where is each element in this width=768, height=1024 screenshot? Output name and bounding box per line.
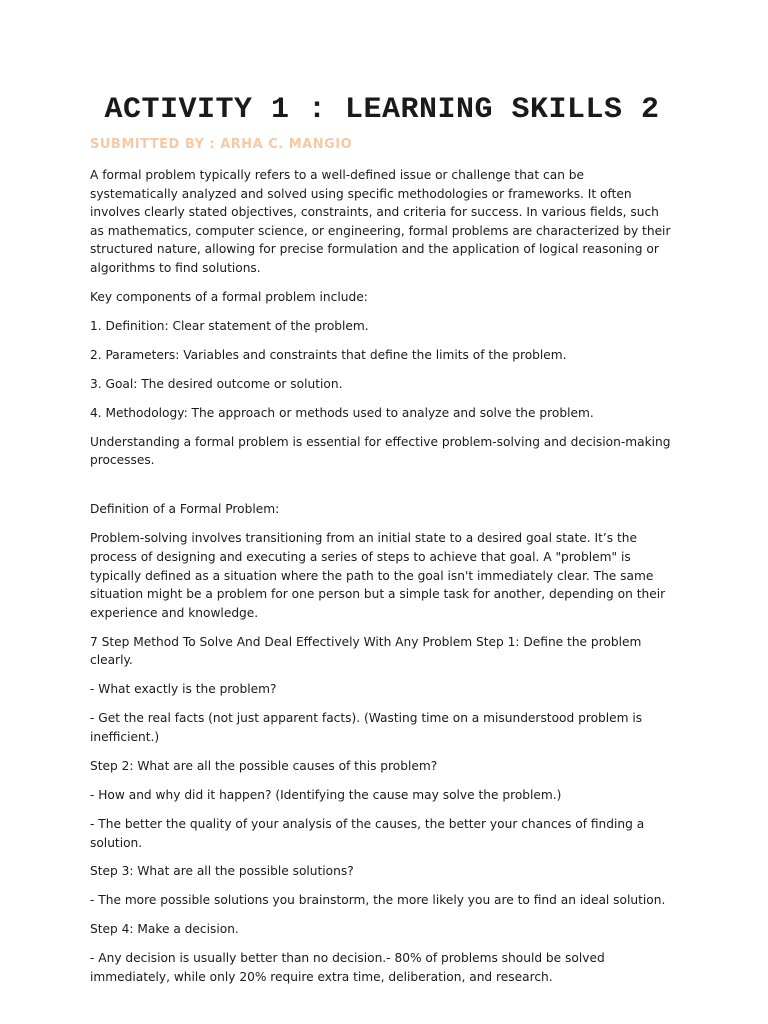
step-3-heading: Step 3: What are all the possible solutions? — [90, 864, 354, 879]
list-item-goal: 3. Goal: The desired outcome or solution. — [90, 376, 343, 391]
blank-line — [90, 480, 674, 500]
list-item-parameters: 2. Parameters: Variables and constraints that define the limits of the problem. — [90, 347, 567, 362]
list-item-methodology: 4. Methodology: The approach or methods used to analyze and solve the problem. — [90, 405, 594, 420]
section-heading-definition: Definition of a Formal Problem: — [90, 502, 280, 517]
paragraph-key-components: Key components of a formal problem include: — [90, 289, 368, 304]
paragraph-seven-step: 7 Step Method To Solve And Deal Effectively With Any Problem Step 1: Define the problem clearly. — [90, 634, 642, 668]
bullet-what-problem: - What exactly is the problem? — [90, 682, 277, 697]
paragraph-problem-solving: Problem-solving involves transitioning from an initial state to a desired goal state. It’s the process of designing and executing a series of steps to achieve that goal. A "problem" is typically defined as a situation where the path to the goal isn't immediately clear. The same situation might be a problem for one person but a simple task for another, depending on their experience and knowledge. — [90, 531, 666, 620]
paragraph-understanding: Understanding a formal problem is essential for effective problem-solving and decision-making processes. — [90, 434, 671, 468]
bullet-real-facts: - Get the real facts (not just apparent facts). (Wasting time on a misunderstood problem is inefficient.) — [90, 711, 643, 744]
page-title: ACTIVITY 1 : LEARNING SKILLS 2 — [104, 93, 660, 127]
document-body — [90, 166, 674, 987]
step-2-heading: Step 2: What are all the possible causes of this problem? — [90, 758, 438, 773]
bullet-better-quality: - The better the quality of your analysis of the causes, the better your chances of finding a solution. — [90, 816, 645, 850]
bullet-any-decision: - Any decision is usually better than no decision.- 80% of problems should be solved immediately, while only 20% require extra time, deliberation, and research. — [90, 951, 605, 985]
list-item-definition: 1. Definition: Clear statement of the problem. — [90, 318, 369, 333]
paragraph-intro: A formal problem typically refers to a well-defined issue or challenge that can be systematically analyzed and solved using specific methodologies or frameworks. It often involves clearly stated objectives, constraints, and criteria for success. In various fields, such as mathematics, computer science, or engineering, formal problems are characterized by their structured nature, allowing for precise formulation and the application of logical reasoning or algorithms to find solutions. — [90, 168, 671, 275]
submitted-by: SUBMITTED BY : ARHA C. MANGIO — [90, 137, 353, 152]
bullet-how-why: - How and why did it happen? (Identifying the cause may solve the problem.) — [90, 787, 562, 802]
bullet-brainstorm: - The more possible solutions you brainstorm, the more likely you are to find an ideal solution. — [90, 893, 666, 908]
step-4-heading: Step 4: Make a decision. — [90, 922, 239, 937]
